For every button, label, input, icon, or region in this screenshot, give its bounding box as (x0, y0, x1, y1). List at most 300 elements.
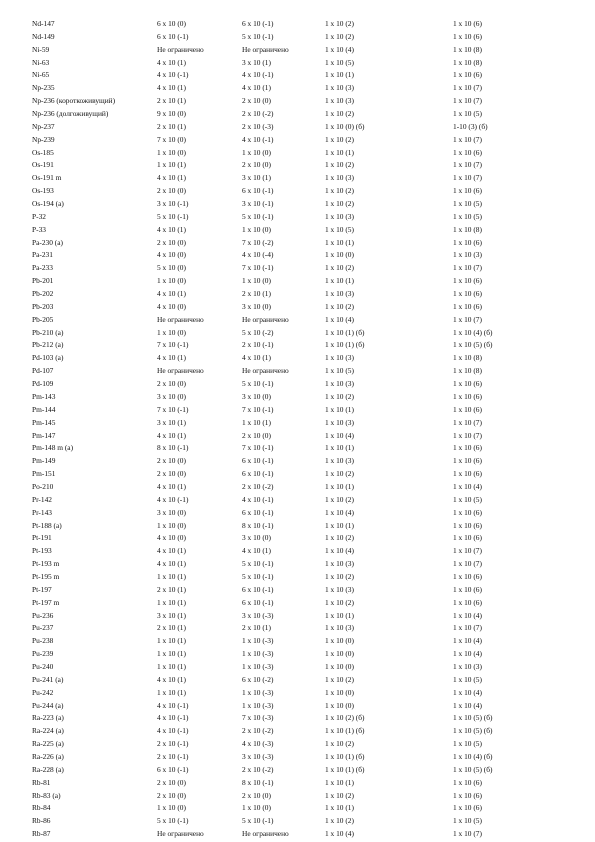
nuclide-cell: Pu-236 (32, 610, 54, 620)
nuclide-cell: Pu-239 (32, 649, 54, 659)
a1-value-cell: 5 x 10 (0) (157, 263, 186, 273)
table-row (32, 481, 562, 494)
activity-limit-cell: 1 x 10 (6) (453, 520, 482, 530)
table-row (32, 69, 562, 82)
a2-value-cell: Не ограничено (242, 366, 289, 376)
activity-concentration-cell: 1 x 10 (0) (325, 687, 354, 697)
a1-value-cell: 2 x 10 (1) (157, 121, 186, 131)
activity-limit-cell: 1 x 10 (7) (453, 623, 482, 633)
a1-value-cell: 2 x 10 (-1) (157, 751, 189, 761)
table-row (32, 674, 562, 687)
nuclide-cell: Np-236 (долгоживущий) (32, 109, 109, 119)
activity-concentration-cell: 1 x 10 (3) (325, 96, 354, 106)
activity-concentration-cell: 1 x 10 (1) (325, 520, 354, 530)
activity-limit-cell: 1 x 10 (5) (б) (453, 713, 493, 723)
activity-concentration-cell: 1 x 10 (2) (325, 301, 354, 311)
nuclide-cell: Rb-87 (32, 829, 51, 839)
a2-value-cell: 1 x 10 (0) (242, 147, 271, 157)
table-row (32, 327, 562, 340)
activity-concentration-cell: 1 x 10 (1) (б) (325, 764, 365, 774)
table-row (32, 622, 562, 635)
table-row (32, 532, 562, 545)
a1-value-cell: 2 x 10 (0) (157, 456, 186, 466)
a2-value-cell: 5 x 10 (-1) (242, 379, 274, 389)
nuclide-cell: Pt-191 (32, 533, 52, 543)
activity-concentration-cell: 1 x 10 (3) (325, 211, 354, 221)
a2-value-cell: 5 x 10 (-1) (242, 211, 274, 221)
table-row (32, 700, 562, 713)
activity-limit-cell: 1 x 10 (6) (453, 379, 482, 389)
a1-value-cell: 2 x 10 (0) (157, 237, 186, 247)
activity-limit-cell: 1 x 10 (4) (453, 687, 482, 697)
a1-value-cell: 6 x 10 (-1) (157, 31, 189, 41)
nuclide-cell: Pd-103 (а) (32, 353, 64, 363)
activity-limit-cell: 1-10 (3) (б) (453, 121, 488, 131)
table-row (32, 545, 562, 558)
activity-concentration-cell: 1 x 10 (2) (325, 494, 354, 504)
a1-value-cell: 3 x 10 (1) (157, 417, 186, 427)
a1-value-cell: Не ограничено (157, 44, 204, 54)
a1-value-cell: 2 x 10 (0) (157, 186, 186, 196)
activity-limit-cell: 1 x 10 (7) (453, 417, 482, 427)
nuclide-cell: Pu-241 (а) (32, 674, 64, 684)
a1-value-cell: 4 x 10 (-1) (157, 726, 189, 736)
table-row (32, 725, 562, 738)
nuclide-cell: Pt-197 (32, 584, 52, 594)
activity-limit-cell: 1 x 10 (7) (453, 314, 482, 324)
table-row (32, 828, 562, 841)
activity-limit-cell: 1 x 10 (6) (453, 584, 482, 594)
activity-concentration-cell: 1 x 10 (2) (325, 263, 354, 273)
activity-concentration-cell: 1 x 10 (1) (325, 404, 354, 414)
table-row (32, 468, 562, 481)
activity-concentration-cell: 1 x 10 (1) (б) (325, 751, 365, 761)
nuclide-cell: Ra-225 (а) (32, 739, 64, 749)
nuclide-cell: Ra-228 (а) (32, 764, 64, 774)
a2-value-cell: 8 x 10 (-1) (242, 520, 274, 530)
a1-value-cell: 7 x 10 (0) (157, 134, 186, 144)
table-row (32, 404, 562, 417)
a2-value-cell: 7 x 10 (-2) (242, 237, 274, 247)
nuclide-cell: P-32 (32, 211, 46, 221)
a1-value-cell: 6 x 10 (-1) (157, 764, 189, 774)
a2-value-cell: 2 x 10 (0) (242, 790, 271, 800)
a1-value-cell: 3 x 10 (0) (157, 391, 186, 401)
activity-limit-cell: 1 x 10 (7) (453, 160, 482, 170)
a1-value-cell: 6 x 10 (0) (157, 19, 186, 28)
a2-value-cell: 2 x 10 (0) (242, 96, 271, 106)
nuclide-cell: Pu-244 (а) (32, 700, 64, 710)
a1-value-cell: 7 x 10 (-1) (157, 340, 189, 350)
nuclide-cell: Os-193 (32, 186, 54, 196)
activity-limit-cell: 1 x 10 (6) (453, 301, 482, 311)
activity-concentration-cell: 1 x 10 (3) (325, 584, 354, 594)
activity-limit-cell: 1 x 10 (5) (453, 199, 482, 209)
table-row (32, 764, 562, 777)
a1-value-cell: Не ограничено (157, 366, 204, 376)
nuclide-cell: Ni-63 (32, 57, 50, 67)
activity-concentration-cell: 1 x 10 (2) (325, 469, 354, 479)
nuclide-cell: Pm-147 (32, 430, 56, 440)
table-row (32, 648, 562, 661)
a2-value-cell: 7 x 10 (-1) (242, 443, 274, 453)
activity-concentration-cell: 1 x 10 (1) (325, 777, 354, 787)
activity-limit-cell: 1 x 10 (8) (453, 224, 482, 234)
activity-limit-cell: 1 x 10 (7) (453, 83, 482, 93)
activity-limit-cell: 1 x 10 (6) (453, 507, 482, 517)
nuclide-cell: Rb-81 (32, 777, 51, 787)
a1-value-cell: 1 x 10 (1) (157, 597, 186, 607)
activity-concentration-cell: 1 x 10 (4) (325, 546, 354, 556)
a2-value-cell: 1 x 10 (0) (242, 803, 271, 813)
nuclide-cell: Pa-233 (32, 263, 53, 273)
activity-concentration-cell: 1 x 10 (2) (325, 739, 354, 749)
table-row (32, 790, 562, 803)
table-row (32, 147, 562, 160)
table-row (32, 610, 562, 623)
activity-limit-cell: 1 x 10 (6) (453, 597, 482, 607)
activity-limit-cell: 1 x 10 (5) (453, 109, 482, 119)
activity-limit-cell: 1 x 10 (4) (453, 481, 482, 491)
activity-limit-cell: 1 x 10 (4) (453, 649, 482, 659)
activity-limit-cell: 1 x 10 (3) (453, 250, 482, 260)
table-row (32, 584, 562, 597)
activity-limit-cell: 1 x 10 (4) (б) (453, 327, 493, 337)
nuclide-cell: Pt-197 m (32, 597, 60, 607)
activity-concentration-cell: 1 x 10 (2) (325, 160, 354, 170)
a2-value-cell: Не ограничено (242, 829, 289, 839)
nuclide-cell: Po-210 (32, 481, 54, 491)
table-row (32, 365, 562, 378)
table-row (32, 635, 562, 648)
activity-concentration-cell: 1 x 10 (5) (325, 57, 354, 67)
a2-value-cell: 6 x 10 (-1) (242, 584, 274, 594)
table-row (32, 82, 562, 95)
activity-limit-cell: 1 x 10 (5) (453, 494, 482, 504)
nuclide-cell: Ra-223 (а) (32, 713, 64, 723)
table-row (32, 597, 562, 610)
nuclide-cell: Rb-86 (32, 816, 51, 826)
table-row (32, 44, 562, 57)
activity-limit-cell: 1 x 10 (8) (453, 366, 482, 376)
activity-limit-cell: 1 x 10 (7) (453, 829, 482, 839)
a1-value-cell: 4 x 10 (-1) (157, 494, 189, 504)
a1-value-cell: Не ограничено (157, 829, 204, 839)
nuclide-cell: Np-237 (32, 121, 55, 131)
a2-value-cell: 4 x 10 (-1) (242, 494, 274, 504)
a1-value-cell: 1 x 10 (1) (157, 571, 186, 581)
table-row (32, 185, 562, 198)
activity-concentration-cell: 1 x 10 (3) (325, 559, 354, 569)
nuclide-cell: Pt-188 (а) (32, 520, 62, 530)
activity-limit-cell: 1 x 10 (5) (б) (453, 726, 493, 736)
activity-concentration-cell: 1 x 10 (1) (325, 147, 354, 157)
a1-value-cell: 1 x 10 (1) (157, 636, 186, 646)
activity-concentration-cell: 1 x 10 (1) (325, 276, 354, 286)
table-row (32, 391, 562, 404)
activity-concentration-cell: 1 x 10 (0) (325, 250, 354, 260)
activity-concentration-cell: 1 x 10 (3) (325, 83, 354, 93)
activity-limit-cell: 1 x 10 (6) (453, 456, 482, 466)
a1-value-cell: 4 x 10 (1) (157, 289, 186, 299)
activity-concentration-cell: 1 x 10 (3) (325, 289, 354, 299)
activity-limit-cell: 1 x 10 (7) (453, 546, 482, 556)
nuclide-cell: Pt-193 m (32, 559, 60, 569)
nuclide-cell: Pm-148 m (а) (32, 443, 74, 453)
nuclide-cell: Pb-203 (32, 301, 54, 311)
nuclide-cell: Os-185 (32, 147, 54, 157)
table-row (32, 262, 562, 275)
activity-limit-cell: 1 x 10 (4) (453, 610, 482, 620)
activity-concentration-cell: 1 x 10 (0) (325, 649, 354, 659)
activity-concentration-cell: 1 x 10 (1) (325, 481, 354, 491)
activity-concentration-cell: 1 x 10 (0) (325, 636, 354, 646)
table-row (32, 121, 562, 134)
a2-value-cell: 1 x 10 (0) (242, 276, 271, 286)
nuclide-cell: Pb-210 (а) (32, 327, 64, 337)
activity-concentration-cell: 1 x 10 (2) (325, 790, 354, 800)
table-row (32, 378, 562, 391)
a1-value-cell: 4 x 10 (1) (157, 224, 186, 234)
activity-limit-cell: 1 x 10 (6) (453, 533, 482, 543)
a1-value-cell: 1 x 10 (0) (157, 520, 186, 530)
activity-concentration-cell: 1 x 10 (1) (325, 610, 354, 620)
activity-concentration-cell: 1 x 10 (4) (325, 44, 354, 54)
a2-value-cell: 7 x 10 (-1) (242, 263, 274, 273)
nuclide-cell: Pu-242 (32, 687, 54, 697)
activity-concentration-cell: 1 x 10 (2) (325, 571, 354, 581)
a1-value-cell: 2 x 10 (0) (157, 379, 186, 389)
a2-value-cell: 6 x 10 (-1) (242, 507, 274, 517)
a2-value-cell: 1 x 10 (-3) (242, 636, 274, 646)
activity-limit-cell: 1 x 10 (7) (453, 173, 482, 183)
a1-value-cell: 4 x 10 (0) (157, 250, 186, 260)
a1-value-cell: Не ограничено (157, 314, 204, 324)
activity-limit-cell: 1 x 10 (4) (453, 636, 482, 646)
nuclide-cell: Pa-231 (32, 250, 53, 260)
a1-value-cell: 1 x 10 (0) (157, 327, 186, 337)
table-row (32, 275, 562, 288)
activity-concentration-cell: 1 x 10 (3) (325, 353, 354, 363)
activity-concentration-cell: 1 x 10 (5) (325, 366, 354, 376)
a2-value-cell: 4 x 10 (-4) (242, 250, 274, 260)
a2-value-cell: 5 x 10 (-1) (242, 31, 274, 41)
activity-concentration-cell: 1 x 10 (4) (325, 829, 354, 839)
activity-concentration-cell: 1 x 10 (4) (325, 430, 354, 440)
a2-value-cell: 6 x 10 (-1) (242, 469, 274, 479)
table-row (32, 95, 562, 108)
activity-concentration-cell: 1 x 10 (0) (325, 700, 354, 710)
table-row (32, 211, 562, 224)
activity-limit-cell: 1 x 10 (6) (453, 443, 482, 453)
table-row (32, 224, 562, 237)
table-row (32, 430, 562, 443)
a2-value-cell: 4 x 10 (-1) (242, 70, 274, 80)
nuclide-cell: Pt-195 m (32, 571, 60, 581)
nuclide-cell: Pu-237 (32, 623, 54, 633)
table-row (32, 301, 562, 314)
nuclide-cell: Ra-226 (а) (32, 751, 64, 761)
activity-concentration-cell: 1 x 10 (3) (325, 623, 354, 633)
activity-limit-cell: 1 x 10 (7) (453, 96, 482, 106)
a1-value-cell: 4 x 10 (1) (157, 559, 186, 569)
nuclide-cell: Pd-109 (32, 379, 54, 389)
nuclide-cell: Np-239 (32, 134, 55, 144)
table-row (32, 455, 562, 468)
table-row (32, 494, 562, 507)
a1-value-cell: 3 x 10 (-1) (157, 199, 189, 209)
a2-value-cell: 2 x 10 (-2) (242, 481, 274, 491)
a1-value-cell: 4 x 10 (0) (157, 533, 186, 543)
a2-value-cell: 3 x 10 (-3) (242, 751, 274, 761)
table-row (32, 314, 562, 327)
activity-limit-cell: 1 x 10 (6) (453, 803, 482, 813)
a2-value-cell: 5 x 10 (-1) (242, 571, 274, 581)
table-row (32, 339, 562, 352)
a1-value-cell: 1 x 10 (1) (157, 661, 186, 671)
nuclide-cell: Os-191 m (32, 173, 62, 183)
activity-limit-cell: 1 x 10 (5) (453, 739, 482, 749)
activity-limit-cell: 1 x 10 (8) (453, 57, 482, 67)
table-row (32, 31, 562, 44)
a1-value-cell: 4 x 10 (1) (157, 353, 186, 363)
table-row (32, 751, 562, 764)
a2-value-cell: 3 x 10 (-3) (242, 610, 274, 620)
a2-value-cell: 2 x 10 (0) (242, 160, 271, 170)
activity-concentration-cell: 1 x 10 (4) (325, 507, 354, 517)
a2-value-cell: 5 x 10 (-1) (242, 816, 274, 826)
nuclide-cell: P-33 (32, 224, 46, 234)
a1-value-cell: 4 x 10 (0) (157, 301, 186, 311)
activity-concentration-cell: 1 x 10 (3) (325, 417, 354, 427)
table-row (32, 288, 562, 301)
nuclide-cell: Ra-224 (а) (32, 726, 64, 736)
a1-value-cell: 3 x 10 (0) (157, 507, 186, 517)
a1-value-cell: 4 x 10 (1) (157, 546, 186, 556)
nuclide-cell: Pm-144 (32, 404, 56, 414)
activity-concentration-cell: 1 x 10 (1) (б) (325, 726, 365, 736)
nuclide-cell: Pm-143 (32, 391, 56, 401)
a1-value-cell: 7 x 10 (-1) (157, 404, 189, 414)
a1-value-cell: 4 x 10 (1) (157, 83, 186, 93)
a1-value-cell: 4 x 10 (-1) (157, 713, 189, 723)
activity-limit-cell: 1 x 10 (6) (453, 790, 482, 800)
activity-concentration-cell: 1 x 10 (2) (325, 19, 354, 28)
a2-value-cell: 4 x 10 (-1) (242, 134, 274, 144)
activity-limit-cell: 1 x 10 (6) (453, 19, 482, 28)
a1-value-cell: 2 x 10 (0) (157, 777, 186, 787)
activity-limit-cell: 1 x 10 (6) (453, 777, 482, 787)
table-row (32, 198, 562, 211)
a2-value-cell: 7 x 10 (-1) (242, 404, 274, 414)
nuclide-cell: Nd-149 (32, 31, 55, 41)
a2-value-cell: 3 x 10 (0) (242, 533, 271, 543)
table-row (32, 57, 562, 70)
a2-value-cell: 4 x 10 (1) (242, 83, 271, 93)
activity-concentration-cell: 1 x 10 (1) (б) (325, 340, 365, 350)
a2-value-cell: 1 x 10 (-3) (242, 649, 274, 659)
nuclide-cell: Pb-201 (32, 276, 54, 286)
a2-value-cell: 2 x 10 (-2) (242, 109, 274, 119)
a1-value-cell: 4 x 10 (1) (157, 674, 186, 684)
nuclide-cell: Os-191 (32, 160, 54, 170)
table-row (32, 558, 562, 571)
activity-limit-cell: 1 x 10 (5) (453, 674, 482, 684)
nuclide-cell: Np-236 (короткоживущий) (32, 96, 116, 106)
nuclide-cell: Pm-149 (32, 456, 56, 466)
a1-value-cell: 5 x 10 (-1) (157, 816, 189, 826)
a1-value-cell: 4 x 10 (-1) (157, 70, 189, 80)
a1-value-cell: 1 x 10 (1) (157, 687, 186, 697)
table-row (32, 687, 562, 700)
a1-value-cell: 2 x 10 (-1) (157, 739, 189, 749)
nuclide-cell: Pt-193 (32, 546, 52, 556)
activity-concentration-cell: 1 x 10 (2) (325, 597, 354, 607)
activity-limit-cell: 1 x 10 (4) (б) (453, 751, 493, 761)
a1-value-cell: 2 x 10 (0) (157, 469, 186, 479)
table-row (32, 520, 562, 533)
activity-limit-cell: 1 x 10 (8) (453, 353, 482, 363)
nuclide-cell: Pb-202 (32, 289, 54, 299)
activity-concentration-cell: 1 x 10 (3) (325, 173, 354, 183)
nuclide-cell: Pm-151 (32, 469, 56, 479)
table-row (32, 172, 562, 185)
activity-limit-cell: 1 x 10 (6) (453, 276, 482, 286)
a2-value-cell: 3 x 10 (1) (242, 173, 271, 183)
activity-concentration-cell: 1 x 10 (2) (б) (325, 713, 365, 723)
a2-value-cell: 6 x 10 (-1) (242, 186, 274, 196)
table-row (32, 661, 562, 674)
activity-concentration-cell: 1 x 10 (2) (325, 816, 354, 826)
activity-limit-cell: 1 x 10 (6) (453, 289, 482, 299)
table-row (32, 712, 562, 725)
a2-value-cell: 6 x 10 (-2) (242, 674, 274, 684)
a2-value-cell: 1 x 10 (0) (242, 224, 271, 234)
activity-concentration-cell: 1 x 10 (1) (325, 443, 354, 453)
activity-limit-cell: 1 x 10 (6) (453, 31, 482, 41)
a1-value-cell: 5 x 10 (-1) (157, 211, 189, 221)
a2-value-cell: 3 x 10 (1) (242, 57, 271, 67)
table-row (32, 507, 562, 520)
radionuclide-table (32, 18, 562, 841)
activity-concentration-cell: 1 x 10 (2) (325, 134, 354, 144)
activity-limit-cell: 1 x 10 (6) (453, 147, 482, 157)
table-row (32, 134, 562, 147)
a2-value-cell: 2 x 10 (-3) (242, 121, 274, 131)
nuclide-cell: Pm-145 (32, 417, 56, 427)
a1-value-cell: 2 x 10 (0) (157, 790, 186, 800)
a1-value-cell: 1 x 10 (0) (157, 147, 186, 157)
nuclide-cell: Os-194 (а) (32, 199, 64, 209)
a2-value-cell: 2 x 10 (-1) (242, 340, 274, 350)
activity-concentration-cell: 1 x 10 (5) (325, 224, 354, 234)
nuclide-cell: Pa-230 (а) (32, 237, 63, 247)
a1-value-cell: 2 x 10 (1) (157, 623, 186, 633)
a1-value-cell: 1 x 10 (1) (157, 649, 186, 659)
a2-value-cell: 4 x 10 (-3) (242, 739, 274, 749)
activity-concentration-cell: 1 x 10 (1) (325, 237, 354, 247)
activity-concentration-cell: 1 x 10 (2) (325, 109, 354, 119)
activity-limit-cell: 1 x 10 (8) (453, 44, 482, 54)
activity-limit-cell: 1 x 10 (6) (453, 571, 482, 581)
a2-value-cell: Не ограничено (242, 44, 289, 54)
activity-limit-cell: 1 x 10 (6) (453, 70, 482, 80)
table-row (32, 352, 562, 365)
a2-value-cell: 2 x 10 (1) (242, 623, 271, 633)
table-row (32, 802, 562, 815)
nuclide-cell: Pu-238 (32, 636, 54, 646)
nuclide-cell: Rb-83 (а) (32, 790, 61, 800)
